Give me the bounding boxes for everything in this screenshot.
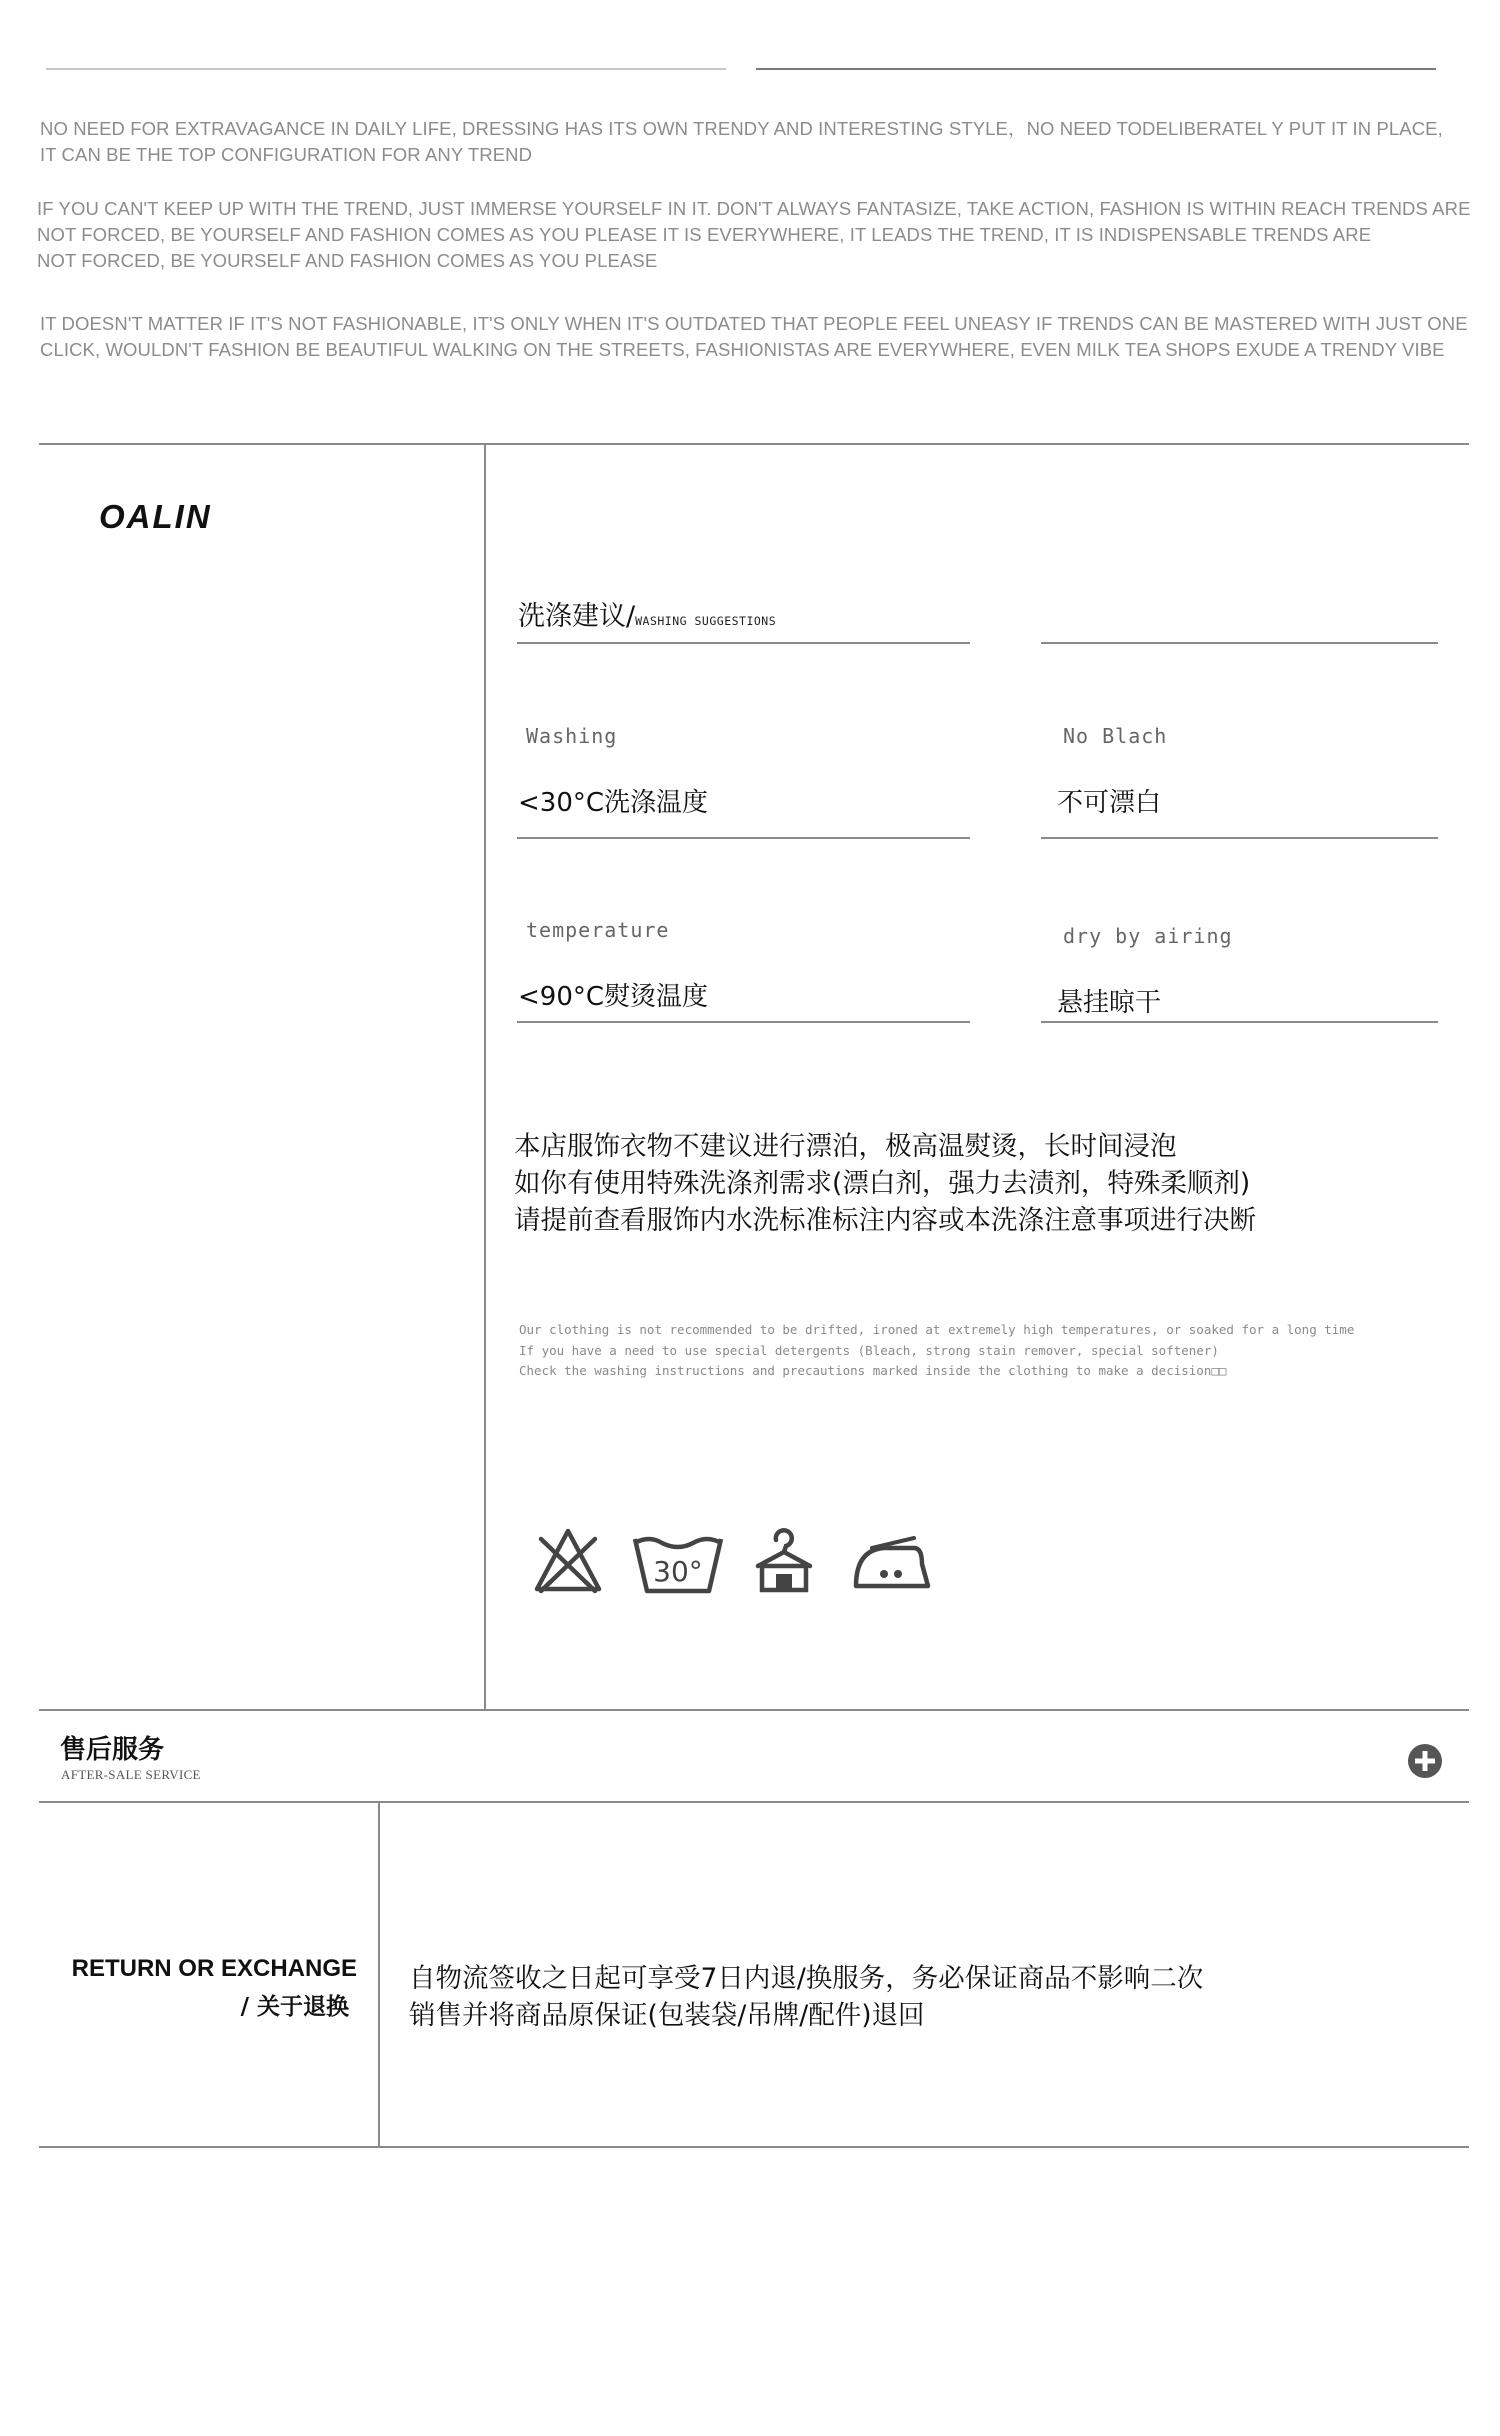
return-divider-vertical [378, 1802, 380, 2147]
wash-30-icon [632, 1535, 724, 1595]
aftersale-header-rule [39, 1801, 1469, 1803]
care-label-temperature: temperature [526, 918, 670, 942]
note-line: 如你有使用特殊洗涤剂需求(漂白剂，强力去渍剂，特殊柔顺剂) [514, 1168, 1251, 1199]
intro-line: IF YOU CAN'T KEEP UP WITH THE TREND, JUST IMMERSE YOURSELF IN IT. DON'T ALWAYS FANTASIZE, TAKE ACTION, FASHION IS WITHIN REACH TRENDS ARE [37, 198, 1471, 219]
section-bottom-rule [39, 1709, 1469, 1711]
intro-line: IT DOESN'T MATTER IF IT'S NOT FASHIONABLE, IT'S ONLY WHEN IT'S OUTDATED THAT PEOPLE FEEL UNEASY IF TRENDS CAN BE MASTERED WITH JUST ONE [40, 313, 1468, 334]
hang-dry-icon [752, 1526, 816, 1594]
top-rule-left [46, 68, 726, 70]
washing-notes-en [519, 1320, 1354, 1382]
brand-logo: OALIN [99, 498, 212, 535]
wash-temp-text: 30° [653, 1555, 703, 1588]
care-label-bleach: No Blach [1063, 724, 1168, 748]
intro-line: NOT FORCED, BE YOURSELF AND FASHION COMES AS YOU PLEASE IT IS EVERYWHERE, IT LEADS THE TREND, IT IS INDISPENSABLE TRENDS ARE [37, 224, 1372, 245]
return-title-en: RETURN OR EXCHANGE [71, 1955, 357, 1982]
no-bleach-icon [533, 1527, 603, 1597]
washing-title-rule-right [1041, 642, 1438, 644]
note-line: 请提前查看服饰内水洗标准标注内容或本洗涤注意事项进行决断 [514, 1205, 1256, 1236]
intro-line: NO NEED FOR EXTRAVAGANCE IN DAILY LIFE, DRESSING HAS ITS OWN TRENDY AND INTERESTING STYLE，NO NEED TODELIBERATEL Y PUT IT IN PLACE, [40, 118, 1443, 139]
intro-line: NOT FORCED, BE YOURSELF AND FASHION COMES AS YOU PLEASE [37, 250, 658, 271]
care-value-drying: 悬挂晾干 [1057, 988, 1162, 1018]
washing-title-cn: 洗涤建议/ [518, 601, 636, 632]
return-policy-text [409, 1960, 1203, 2034]
washing-notes-cn [514, 1128, 1256, 1239]
care-rule [517, 837, 970, 839]
section-top-rule [39, 443, 1469, 445]
policy-line: 自物流签收之日起可享受7日内退/换服务，务必保证商品不影响二次 [409, 1963, 1204, 1994]
intro-paragraph-2 [37, 196, 1477, 274]
return-title-cn: / 关于退换 [240, 1994, 349, 2020]
aftersale-title: 售后服务 [60, 1735, 165, 1765]
note-line: If you have a need to use special detergents (Bleach, strong stain remover, special softener) [519, 1342, 1219, 1358]
aftersale-subtitle: AFTER-SALE SERVICE [61, 1767, 201, 1782]
intro-paragraph-3 [40, 311, 1480, 363]
intro-line: CLICK, WOULDN'T FASHION BE BEAUTIFUL WALKING ON THE STREETS, FASHIONISTAS ARE EVERYWHERE, EVEN MILK TEA SHOPS EXUDE A TRENDY VIBE [40, 339, 1445, 360]
washing-title-rule-left [517, 642, 970, 644]
washing-title [518, 594, 776, 633]
note-line: Check the washing instructions and precautions marked inside the clothing to make a decision□□ [519, 1363, 1227, 1378]
top-rule-right [756, 68, 1436, 70]
care-label-drying: dry by airing [1063, 924, 1233, 948]
policy-line: 销售并将商品原保证(包装袋/吊牌/配件)退回 [409, 2000, 925, 2031]
care-rule [517, 1021, 970, 1023]
care-label-washing: Washing [526, 724, 618, 748]
return-bottom-rule [39, 2146, 1469, 2148]
iron-icon [852, 1534, 934, 1590]
intro-paragraph-1 [40, 116, 1480, 168]
note-line: Our clothing is not recommended to be drifted, ironed at extremely high temperatures, or soaked for a long time [519, 1322, 1355, 1337]
section-divider-vertical [484, 444, 486, 1709]
care-rule [1041, 837, 1438, 839]
expand-plus-icon[interactable] [1407, 1743, 1443, 1779]
care-value-bleach: 不可漂白 [1057, 788, 1162, 818]
care-value-temperature: <90°C熨烫温度 [518, 982, 709, 1012]
note-line: 本店服饰衣物不建议进行漂泊，极高温熨烫，长时间浸泡 [514, 1131, 1177, 1162]
care-value-washing: <30°C洗涤温度 [518, 788, 709, 818]
care-rule [1041, 1021, 1438, 1023]
washing-title-en: WASHING SUGGESTIONS [635, 614, 777, 628]
intro-line: IT CAN BE THE TOP CONFIGURATION FOR ANY TREND [40, 144, 533, 165]
